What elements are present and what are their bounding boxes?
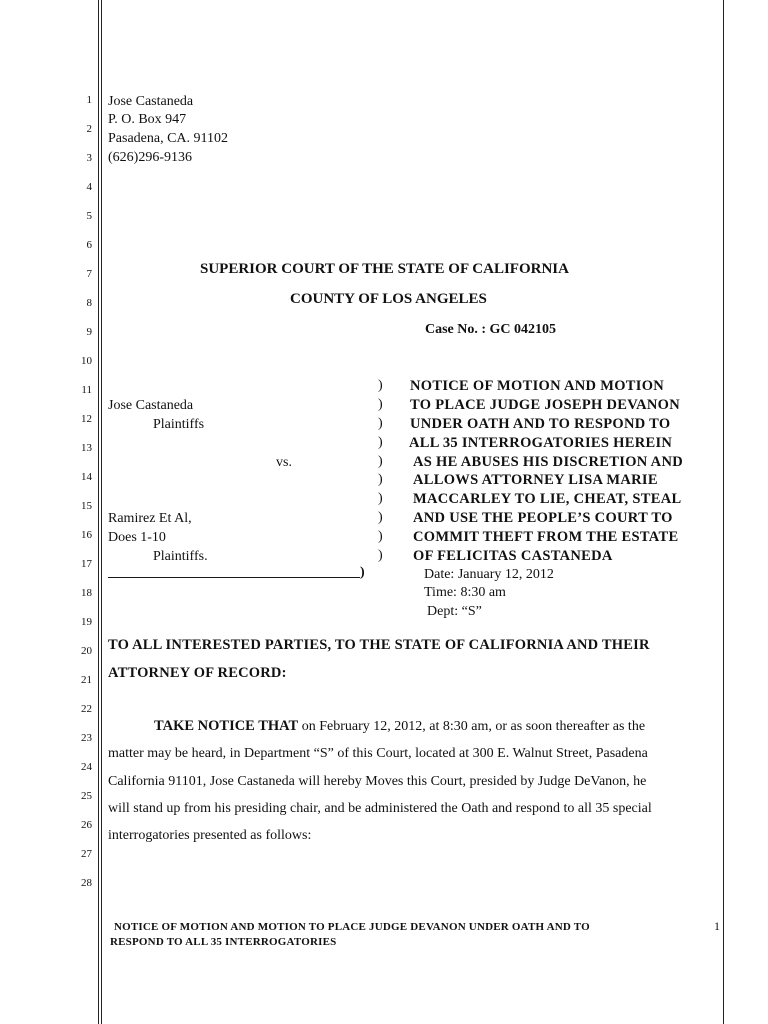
line-number: 26: [81, 819, 92, 831]
attorney-address-line1: P. O. Box 947: [108, 112, 187, 127]
take-notice-lead: TAKE NOTICE THAT: [154, 718, 299, 734]
hearing-date: Date: January 12, 2012: [424, 567, 554, 582]
line-number: 19: [81, 616, 92, 628]
right-margin-rule: [723, 0, 724, 1024]
caption-paren: ): [378, 378, 383, 393]
caption-paren: ): [378, 472, 383, 487]
document-title-line: NOTICE OF MOTION AND MOTION: [410, 378, 665, 394]
line-number: 17: [81, 558, 92, 570]
caption-paren: ): [378, 548, 383, 563]
line-number: 27: [81, 848, 92, 860]
body-line: California 91101, Jose Castaneda will hereby Moves this Court, presided by Judge DeVanon, he: [108, 774, 647, 789]
line-number: 22: [81, 703, 92, 715]
line-number: 3: [86, 152, 92, 164]
hearing-dept: Dept: “S”: [427, 604, 482, 619]
caption-paren: ): [378, 435, 383, 450]
document-title-line: TO PLACE JUDGE JOSEPH DEVANON: [410, 397, 681, 413]
defendant-role: Plaintiffs.: [153, 549, 208, 564]
document-title-line: ALLOWS ATTORNEY LISA MARIE: [413, 472, 658, 488]
footer-title-line2: RESPOND TO ALL 35 INTERROGATORIES: [110, 936, 337, 948]
line-number: 6: [86, 239, 92, 251]
caption-underline: ____________________________________): [108, 565, 365, 580]
line-number: 24: [81, 761, 92, 773]
document-title-line: MACCARLEY TO LIE, CHEAT, STEAL: [413, 491, 682, 507]
attorney-name: Jose Castaneda: [108, 94, 194, 109]
caption-paren: ): [378, 529, 383, 544]
line-number: 28: [81, 877, 92, 889]
document-title-line: UNDER OATH AND TO RESPOND TO: [410, 416, 671, 432]
page-number: 1: [714, 919, 720, 933]
line-number: 13: [81, 442, 92, 454]
caption-paren: ): [378, 397, 383, 412]
court-title: SUPERIOR COURT OF THE STATE OF CALIFORNIA: [200, 261, 569, 277]
line-number: 8: [86, 297, 92, 309]
body-line1-text: on February 12, 2012, at 8:30 am, or as soon thereafter as the: [298, 719, 646, 734]
line-number: 20: [81, 645, 92, 657]
document-title-line: AND USE THE PEOPLE’S COURT TO: [413, 510, 673, 526]
body-line: will stand up from his presiding chair, and be administered the Oath and respond to all 35 special: [108, 801, 652, 816]
document-title-line: AS HE ABUSES HIS DISCRETION AND: [413, 454, 683, 470]
line-number: 18: [81, 587, 92, 599]
line-number: 9: [86, 326, 92, 338]
line-number: 11: [81, 384, 92, 396]
footer-title-line1: NOTICE OF MOTION AND MOTION TO PLACE JUDGE DEVANON UNDER OATH AND TO: [114, 921, 590, 933]
salutation-line2: ATTORNEY OF RECORD:: [108, 665, 287, 681]
hearing-time: Time: 8:30 am: [424, 585, 506, 600]
court-county: COUNTY OF LOS ANGELES: [290, 291, 487, 307]
line-number: 23: [81, 732, 92, 744]
caption-paren: ): [378, 416, 383, 431]
line-number: 21: [81, 674, 92, 686]
attorney-phone: (626)296-9136: [108, 150, 192, 165]
line-number: 2: [86, 123, 92, 135]
defendant-does: Does 1-10: [108, 530, 166, 545]
line-number: 1: [86, 94, 92, 106]
body-line: interrogatories presented as follows:: [108, 828, 312, 843]
line-number: 16: [81, 529, 92, 541]
plaintiff-name: Jose Castaneda: [108, 398, 194, 413]
attorney-address-line2: Pasadena, CA. 91102: [108, 131, 229, 146]
body-line: [154, 712, 645, 742]
caption-paren: ): [378, 454, 383, 469]
caption-paren: ): [378, 491, 383, 506]
line-number: 7: [86, 268, 92, 280]
versus-label: vs.: [276, 455, 292, 470]
caption-paren: ): [378, 510, 383, 525]
left-margin-rule-outer: [98, 0, 99, 1024]
left-margin-rule-inner: [101, 0, 102, 1024]
line-number: 4: [86, 181, 92, 193]
line-number: 14: [81, 471, 92, 483]
line-number: 12: [81, 413, 92, 425]
document-title-line: ALL 35 INTERROGATORIES HEREIN: [409, 435, 673, 451]
document-title-line: OF FELICITAS CASTANEDA: [413, 548, 613, 564]
line-number: 5: [86, 210, 92, 222]
line-number: 25: [81, 790, 92, 802]
plaintiff-role: Plaintiffs: [153, 417, 205, 432]
case-number: Case No. : GC 042105: [425, 322, 557, 337]
salutation-line1: TO ALL INTERESTED PARTIES, TO THE STATE OF CALIFORNIA AND THEIR: [108, 637, 650, 653]
document-title-line: COMMIT THEFT FROM THE ESTATE: [413, 529, 679, 545]
line-number: 15: [81, 500, 92, 512]
body-line: matter may be heard, in Department “S” of this Court, located at 300 E. Walnut Street, Pasadena: [108, 746, 648, 761]
line-number: 10: [81, 355, 92, 367]
defendant-name: Ramirez Et Al,: [108, 511, 192, 526]
